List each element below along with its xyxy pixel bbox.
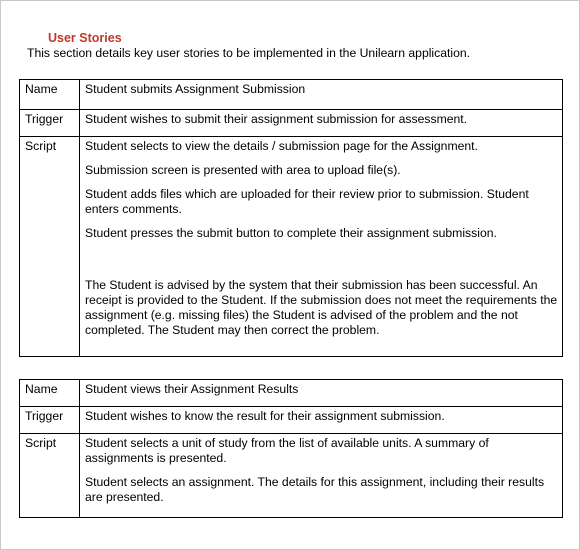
script-step: The Student is advised by the system that their submission has been successful. An receipt is provided to the Student. If the submission does not meet the requirements the assignment (e.g. missing files) the Student is advised of the problem and the not completed. The Student may then correct the problem. [85,278,558,337]
script-steps [80,137,563,357]
script-label: Script [20,137,80,357]
trigger-value: Student wishes to submit their assignment submission for assessment. [80,110,563,137]
script-step: Student selects to view the details / submission page for the Assignment. [85,139,478,153]
user-story-table-view-results [19,379,563,518]
script-step: Student adds files which are uploaded for their review prior to submission. Student enters comments. [85,187,529,216]
script-step: Submission screen is presented with area to upload file(s). [85,163,401,177]
story-row-name [20,80,563,110]
name-label: Name [20,80,80,110]
script-step: Student selects a unit of study from the list of available units. A summary of assignments is presented. [85,436,489,465]
script-step: Student presses the submit button to complete their assignment submission. [85,226,497,240]
name-value: Student submits Assignment Submission [80,80,563,110]
story-row-trigger [20,407,563,434]
name-value: Student views their Assignment Results [80,380,563,407]
section-intro: This section details key user stories to be implemented in the Unilearn application. [27,46,471,60]
trigger-label: Trigger [20,407,80,434]
story-row-trigger [20,110,563,137]
story-row-script [20,434,563,518]
name-label: Name [20,380,80,407]
story-row-script [20,137,563,357]
script-steps [80,434,563,518]
script-label: Script [20,434,80,518]
trigger-value: Student wishes to know the result for their assignment submission. [80,407,563,434]
story-row-name [20,380,563,407]
user-story-table-submit-assignment [19,79,563,357]
section-heading: User Stories [48,31,122,45]
script-step: Student selects an assignment. The details for this assignment, including their results are presented. [85,475,545,504]
trigger-label: Trigger [20,110,80,137]
